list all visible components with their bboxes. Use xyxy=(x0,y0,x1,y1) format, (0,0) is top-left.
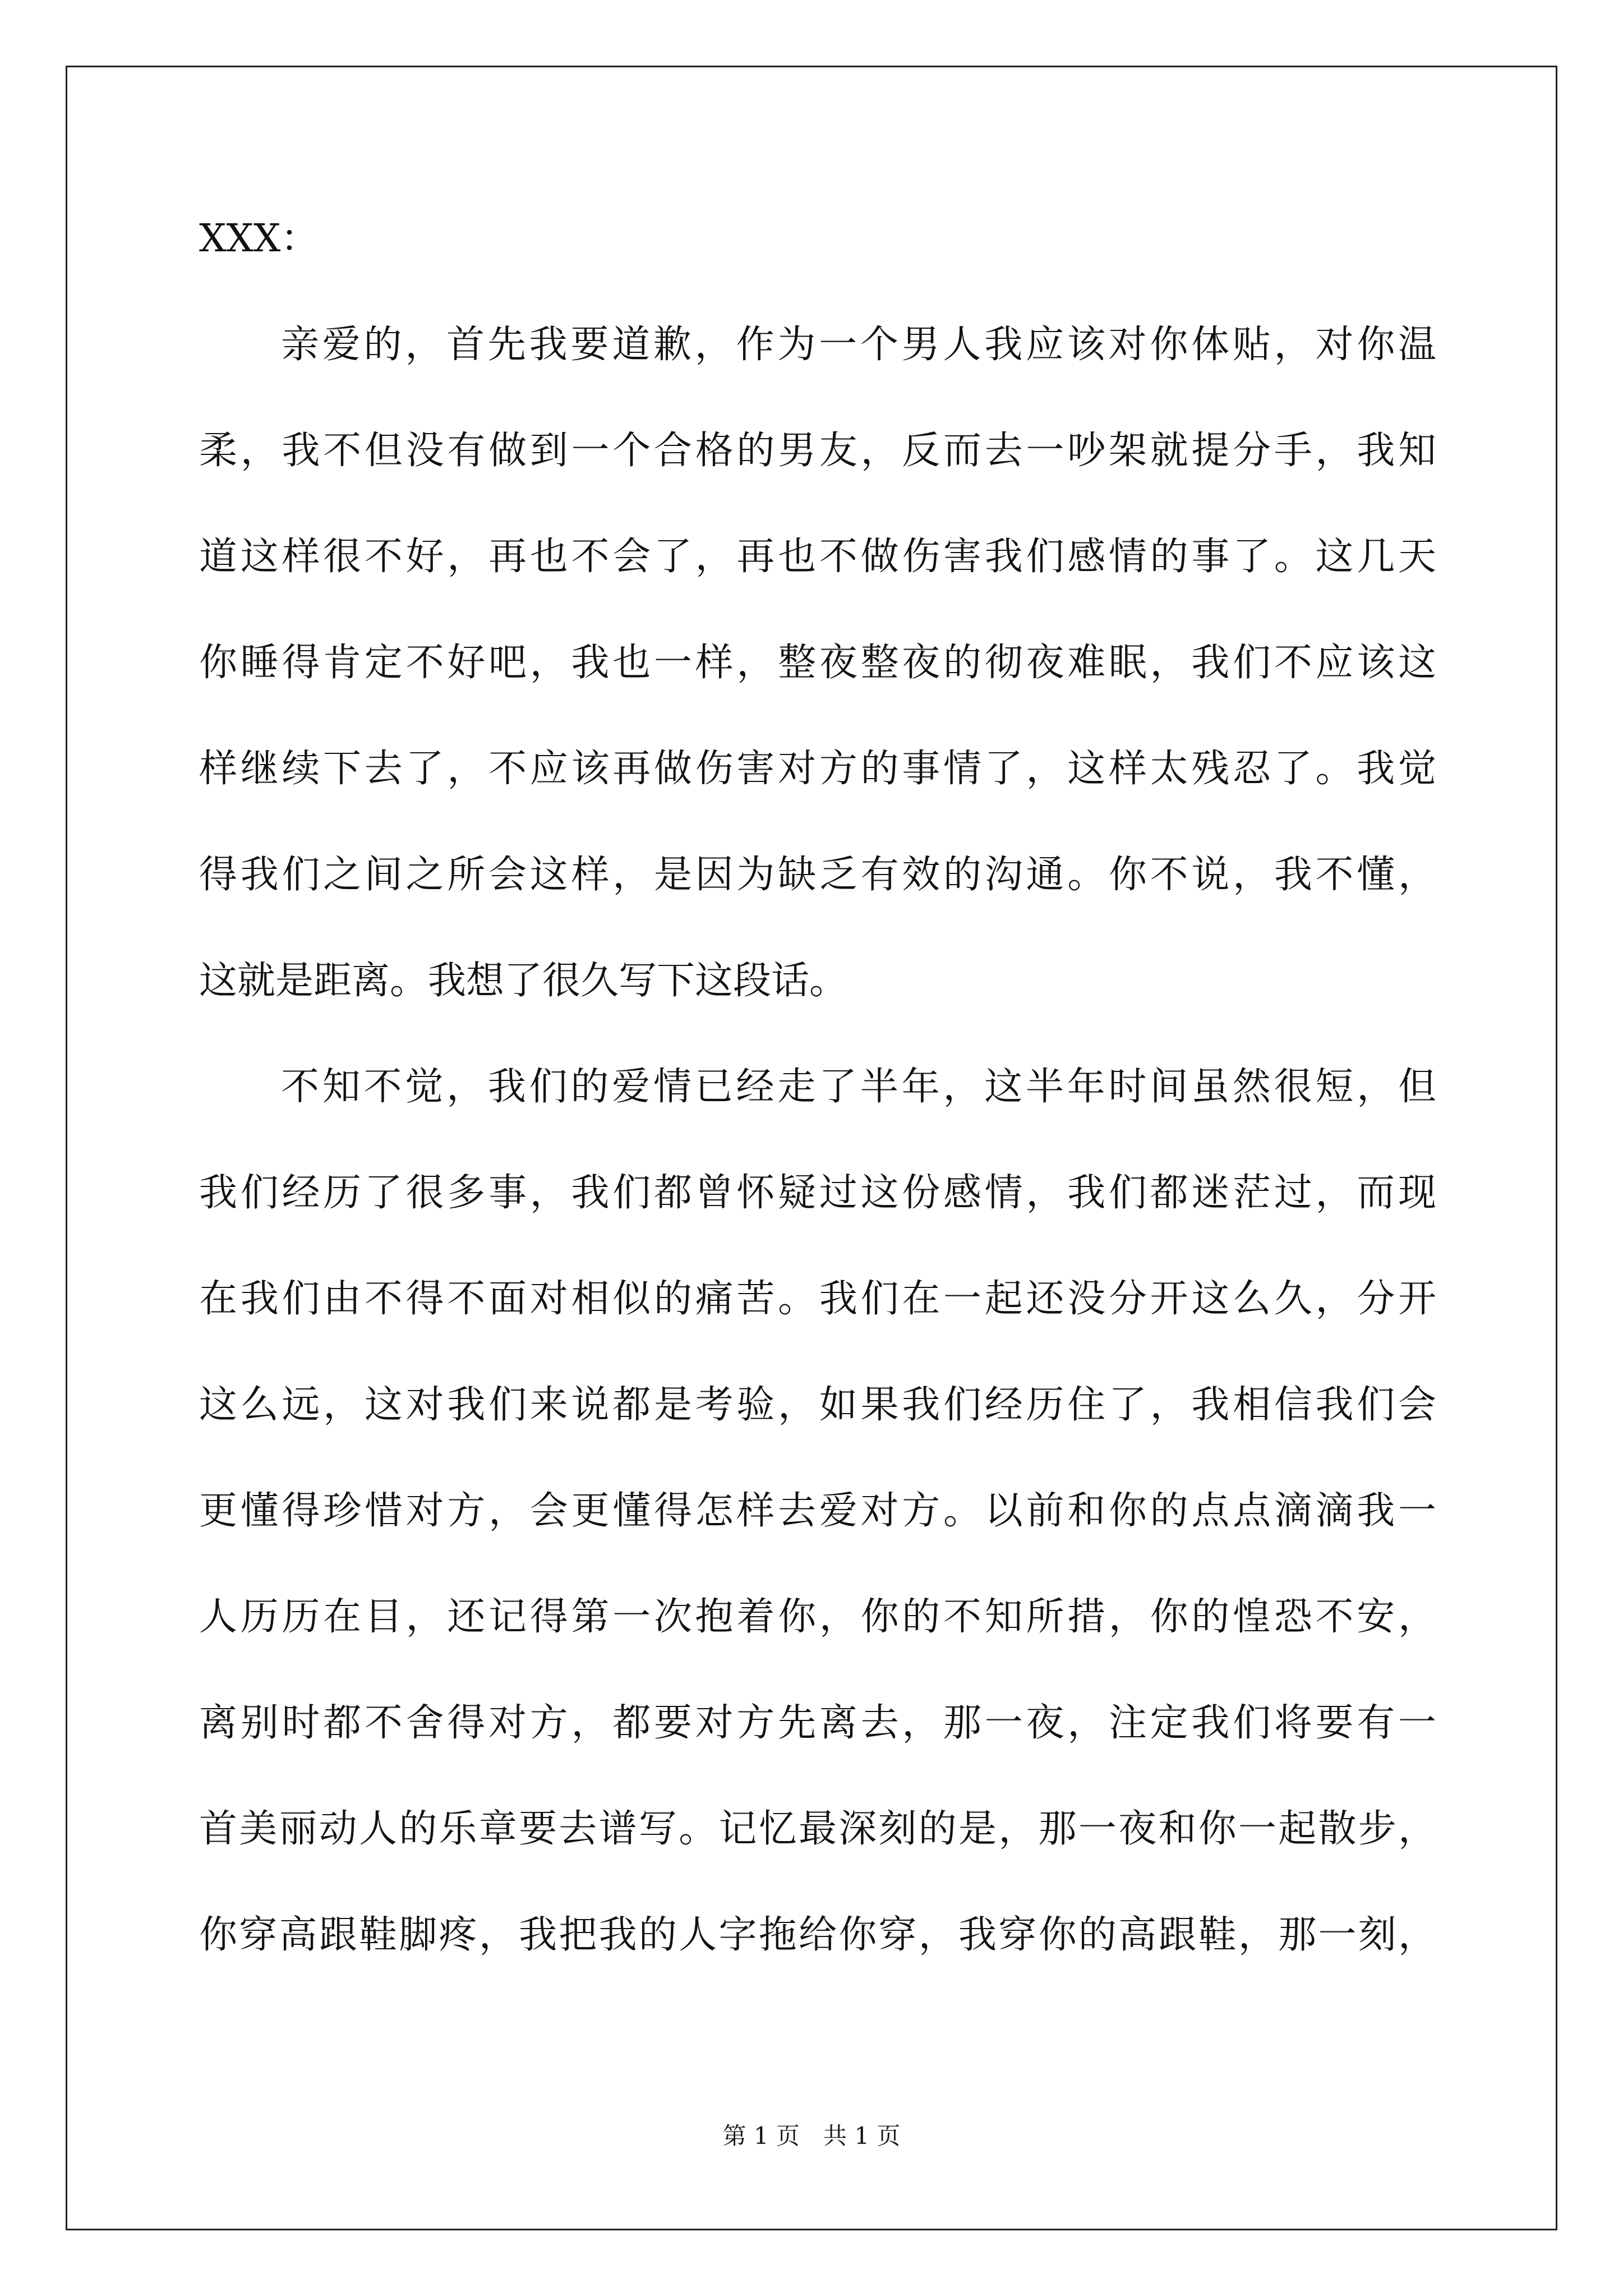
text-line: 不知不觉，我们的爱情已经走了半年，这半年时间虽然很短，但 xyxy=(281,1065,1436,1109)
letter-body xyxy=(199,211,1436,2013)
text-line: 样继续下去了，不应该再做伤害对方的事情了，这样太残忍了。我觉 xyxy=(199,747,1436,791)
text-line: 更懂得珍惜对方，会更懂得怎样去爱对方。以前和你的点点滴滴我一 xyxy=(199,1489,1436,1533)
salutation: XXX： xyxy=(199,217,319,261)
text-line: 这么远，这对我们来说都是考验，如果我们经历住了，我相信我们会 xyxy=(199,1383,1436,1427)
paragraph-2 xyxy=(199,1059,1436,1963)
text-line: 离别时都不舍得对方，都要对方先离去，那一夜，注定我们将要有一 xyxy=(199,1701,1436,1745)
text-line: 柔，我不但没有做到一个合格的男友，反而去一吵架就提分手，我知 xyxy=(199,429,1436,473)
text-line: 这就是距离。我想了很久写下这段话。 xyxy=(199,959,848,1003)
text-line: 你睡得肯定不好吧，我也一样，整夜整夜的彻夜难眠，我们不应该这 xyxy=(199,641,1436,685)
text-line: 你穿高跟鞋脚疼，我把我的人字拖给你穿，我穿你的高跟鞋，那一刻， xyxy=(199,1913,1436,1957)
text-line: 道这样很不好，再也不会了，再也不做伤害我们感情的事了。这几天 xyxy=(199,535,1436,579)
text-line: 人历历在目，还记得第一次抱着你，你的不知所措，你的惶恐不安， xyxy=(199,1595,1436,1639)
paragraph-1 xyxy=(199,317,1436,1009)
text-line: 首美丽动人的乐章要去谱写。记忆最深刻的是，那一夜和你一起散步， xyxy=(199,1807,1436,1851)
text-line: 亲爱的，首先我要道歉，作为一个男人我应该对你体贴，对你温 xyxy=(281,323,1436,367)
text-line: 在我们由不得不面对相似的痛苦。我们在一起还没分开这么久，分开 xyxy=(199,1277,1436,1321)
text-line: 我们经历了很多事，我们都曾怀疑过这份感情，我们都迷茫过，而现 xyxy=(199,1171,1436,1215)
text-line: 得我们之间之所会这样，是因为缺乏有效的沟通。你不说，我不懂， xyxy=(199,853,1436,897)
page-footer: 第 1 页 共 1 页 xyxy=(722,2122,901,2150)
